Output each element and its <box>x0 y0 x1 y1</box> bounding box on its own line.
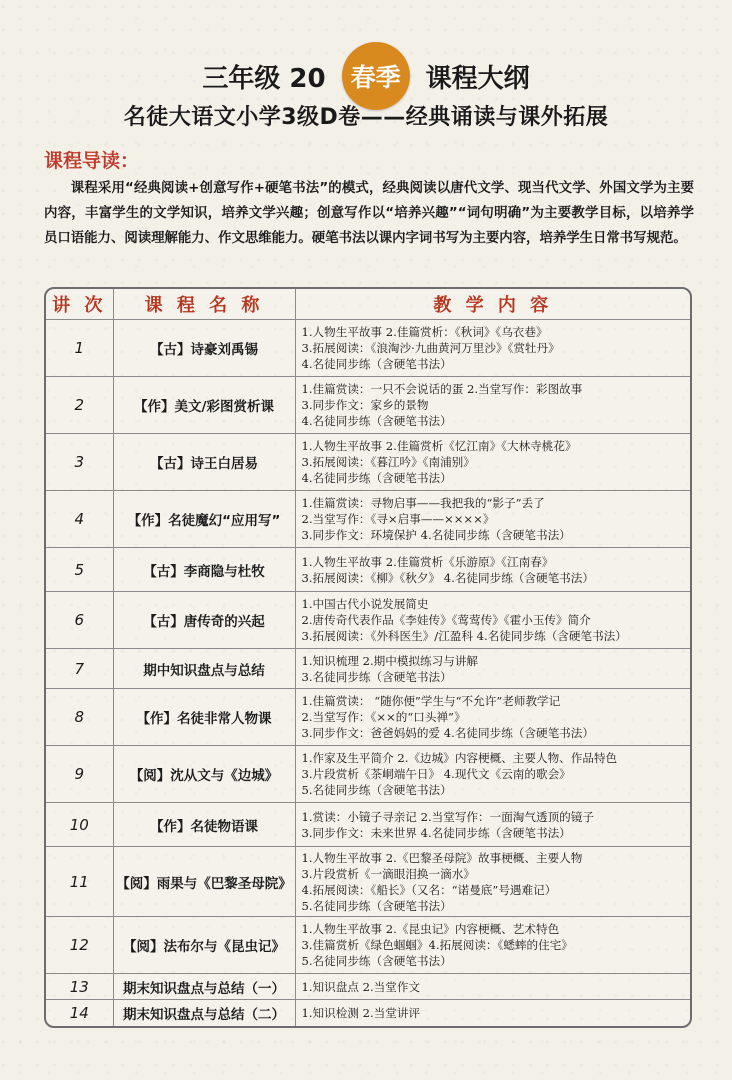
content-line: 3.拓展阅读：《外科医生》/江盈科 4.名徒同步练（含硬笔书法） <box>301 629 627 643</box>
page-title <box>0 46 732 106</box>
table-row <box>46 974 690 1000</box>
content-line: 3.拓展阅读：《浪淘沙·九曲黄河万里沙》《赏牡丹》 <box>301 341 560 355</box>
lesson-number: 2 <box>46 377 113 434</box>
table-row <box>46 592 690 649</box>
course-name: 【作】名徒魔幻“应用写” <box>113 491 295 548</box>
table-row <box>46 803 690 847</box>
content-line: 3.同步作文：爸爸妈妈的爱 4.名徒同步练（含硬笔书法） <box>301 726 594 740</box>
lesson-number: 9 <box>46 746 113 803</box>
table-row <box>46 1000 690 1026</box>
content-line: 5.名徒同步练（含硬笔书法） <box>301 783 452 797</box>
syllabus-table <box>44 287 692 1028</box>
table-row <box>46 689 690 746</box>
content-line: 3.同步作文：未来世界 4.名徒同步练（含硬笔书法） <box>301 825 571 840</box>
guide-heading: 课程导读： <box>44 150 140 172</box>
teaching-content <box>295 491 690 548</box>
season-badge: 春季 <box>342 42 410 110</box>
teaching-content <box>295 548 690 592</box>
content-line: 5.名徒同步练（含硬笔书法） <box>301 898 452 913</box>
content-line: 1.中国古代小说发展简史 <box>301 597 429 611</box>
content-line: 1.人物生平故事 2.佳篇赏析《忆江南》《大林寺桃花》 <box>301 439 577 453</box>
teaching-content <box>295 689 690 746</box>
lesson-number: 14 <box>46 1000 113 1026</box>
content-line: 3.片段赏析《一滴眼泪换一滴水》 <box>301 866 475 881</box>
content-line: 3.同步作文：环境保护 4.名徒同步练（含硬笔书法） <box>301 528 571 542</box>
content-line: 5.名徒同步练（含硬笔书法） <box>301 954 452 968</box>
lesson-number: 6 <box>46 592 113 649</box>
course-name: 期中知识盘点与总结 <box>113 649 295 689</box>
content-line: 1.人物生平故事 2.《巴黎圣母院》故事梗概、主要人物 <box>301 850 583 865</box>
content-line: 2.当堂写作：《寻×启事——××××》 <box>301 512 495 526</box>
table-row <box>46 548 690 592</box>
table-row <box>46 917 690 974</box>
content-line: 3.拓展阅读：《暮江吟》《南浦别》 <box>301 455 475 469</box>
table-row <box>46 746 690 803</box>
course-name: 【作】名徒非常人物课 <box>113 689 295 746</box>
course-name: 【阅】雨果与《巴黎圣母院》 <box>113 847 295 917</box>
content-line: 1.人物生平故事 2.佳篇赏析《乐游原》《江南春》 <box>301 554 554 569</box>
teaching-content <box>295 847 690 917</box>
lesson-number: 12 <box>46 917 113 974</box>
course-name: 【古】诗豪刘禹锡 <box>113 320 295 377</box>
course-name: 【作】美文/彩图赏析课 <box>113 377 295 434</box>
content-line: 4.名徒同步练（含硬笔书法） <box>301 471 452 485</box>
course-name: 【古】李商隐与杜牧 <box>113 548 295 592</box>
title-grade: 三年级 20 <box>202 63 326 94</box>
content-line: 2.唐传奇代表作品《李娃传》《莺莺传》《霍小玉传》简介 <box>301 613 591 627</box>
lesson-number: 11 <box>46 847 113 917</box>
content-line: 4.名徒同步练（含硬笔书法） <box>301 357 452 371</box>
teaching-content <box>295 320 690 377</box>
content-line: 2.当堂写作：《××的“口头禅”》 <box>301 710 466 724</box>
course-name: 【作】名徒物语课 <box>113 803 295 847</box>
course-name: 【古】唐传奇的兴起 <box>113 592 295 649</box>
page-subtitle: 名徒大语文小学3级D卷——经典诵读与课外拓展 <box>123 105 609 130</box>
table-row <box>46 377 690 434</box>
teaching-content <box>295 649 690 689</box>
teaching-content <box>295 1000 690 1026</box>
content-line: 4.名徒同步练（含硬笔书法） <box>301 414 452 428</box>
content-line: 1.知识梳理 2.期中模拟练习与讲解 <box>301 653 479 668</box>
lesson-number: 7 <box>46 649 113 689</box>
table-row <box>46 649 690 689</box>
course-name: 期末知识盘点与总结（二） <box>113 1000 295 1026</box>
teaching-content <box>295 803 690 847</box>
content-line: 3.名徒同步练（含硬笔书法） <box>301 669 452 684</box>
table-row <box>46 434 690 491</box>
content-line: 3.片段赏析《茶峒端午日》 4.现代文《云南的歌会》 <box>301 767 571 781</box>
lesson-number: 13 <box>46 974 113 1000</box>
lesson-number: 3 <box>46 434 113 491</box>
lesson-number: 4 <box>46 491 113 548</box>
course-name: 【阅】沈从文与《边城》 <box>113 746 295 803</box>
content-line: 4.拓展阅读：《船长》（又名：“诺曼底”号遇难记） <box>301 882 557 897</box>
content-line: 1.人物生平故事 2.佳篇赏析：《秋词》《乌衣巷》 <box>301 325 548 339</box>
teaching-content <box>295 746 690 803</box>
course-name: 【古】诗王白居易 <box>113 434 295 491</box>
teaching-content <box>295 434 690 491</box>
content-line: 3.佳篇赏析《绿色蝈蝈》4.拓展阅读：《蟋蟀的住宅》 <box>301 938 573 952</box>
teaching-content <box>295 974 690 1000</box>
content-line: 1.人物生平故事 2.《昆虫记》内容梗概、艺术特色 <box>301 922 560 936</box>
title-outline: 课程大纲 <box>425 63 530 94</box>
table-row <box>46 847 690 917</box>
content-line: 1.知识盘点 2.当堂作文 <box>301 979 421 994</box>
header-content: 教 学 内 容 <box>295 289 690 320</box>
lesson-number: 8 <box>46 689 113 746</box>
lesson-number: 5 <box>46 548 113 592</box>
table-row <box>46 491 690 548</box>
course-name: 期末知识盘点与总结（一） <box>113 974 295 1000</box>
content-line: 1.佳篇赏读：寻物启事——我把我的“影子”丢了 <box>301 496 545 510</box>
content-line: 3.拓展阅读：《柳》《秋夕》 4.名徒同步练（含硬笔书法） <box>301 570 594 585</box>
content-line: 1.佳篇赏读： “随你便”学生与“不允许”老师教学记 <box>301 694 561 708</box>
lesson-number: 1 <box>46 320 113 377</box>
teaching-content <box>295 377 690 434</box>
content-line: 3.同步作文：家乡的景物 <box>301 398 429 412</box>
header-lesson: 讲 次 <box>46 289 113 320</box>
teaching-content <box>295 592 690 649</box>
teaching-content <box>295 917 690 974</box>
guide-text: 课程采用“经典阅读+创意写作+硬笔书法”的模式，经典阅读以唐代文学、现当代文学、外国文学为主要内容，丰富学生的文学知识，培养文学兴趣；创意写作以“培养兴趣”“词句明确”为主要教学目标，以培养学员口语能力、阅读理解能力、作文思维能力。硬笔书法以课内字词书写为主要内容，培养学生日常书写规范。 <box>44 181 694 246</box>
course-name: 【阅】法布尔与《昆虫记》 <box>113 917 295 974</box>
lesson-number: 10 <box>46 803 113 847</box>
table-header-row <box>46 289 690 320</box>
content-line: 1.赏读：小镜子寻亲记 2.当堂写作：一面淘气透顶的镜子 <box>301 809 594 824</box>
content-line: 1.佳篇赏读：一只不会说话的蛋 2.当堂写作：彩图故事 <box>301 382 583 396</box>
content-line: 1.知识检测 2.当堂讲评 <box>301 1005 421 1020</box>
header-course-name: 课 程 名 称 <box>113 289 295 320</box>
table-row <box>46 320 690 377</box>
content-line: 1.作家及生平简介 2.《边城》内容梗概、主要人物、作品特色 <box>301 751 618 765</box>
